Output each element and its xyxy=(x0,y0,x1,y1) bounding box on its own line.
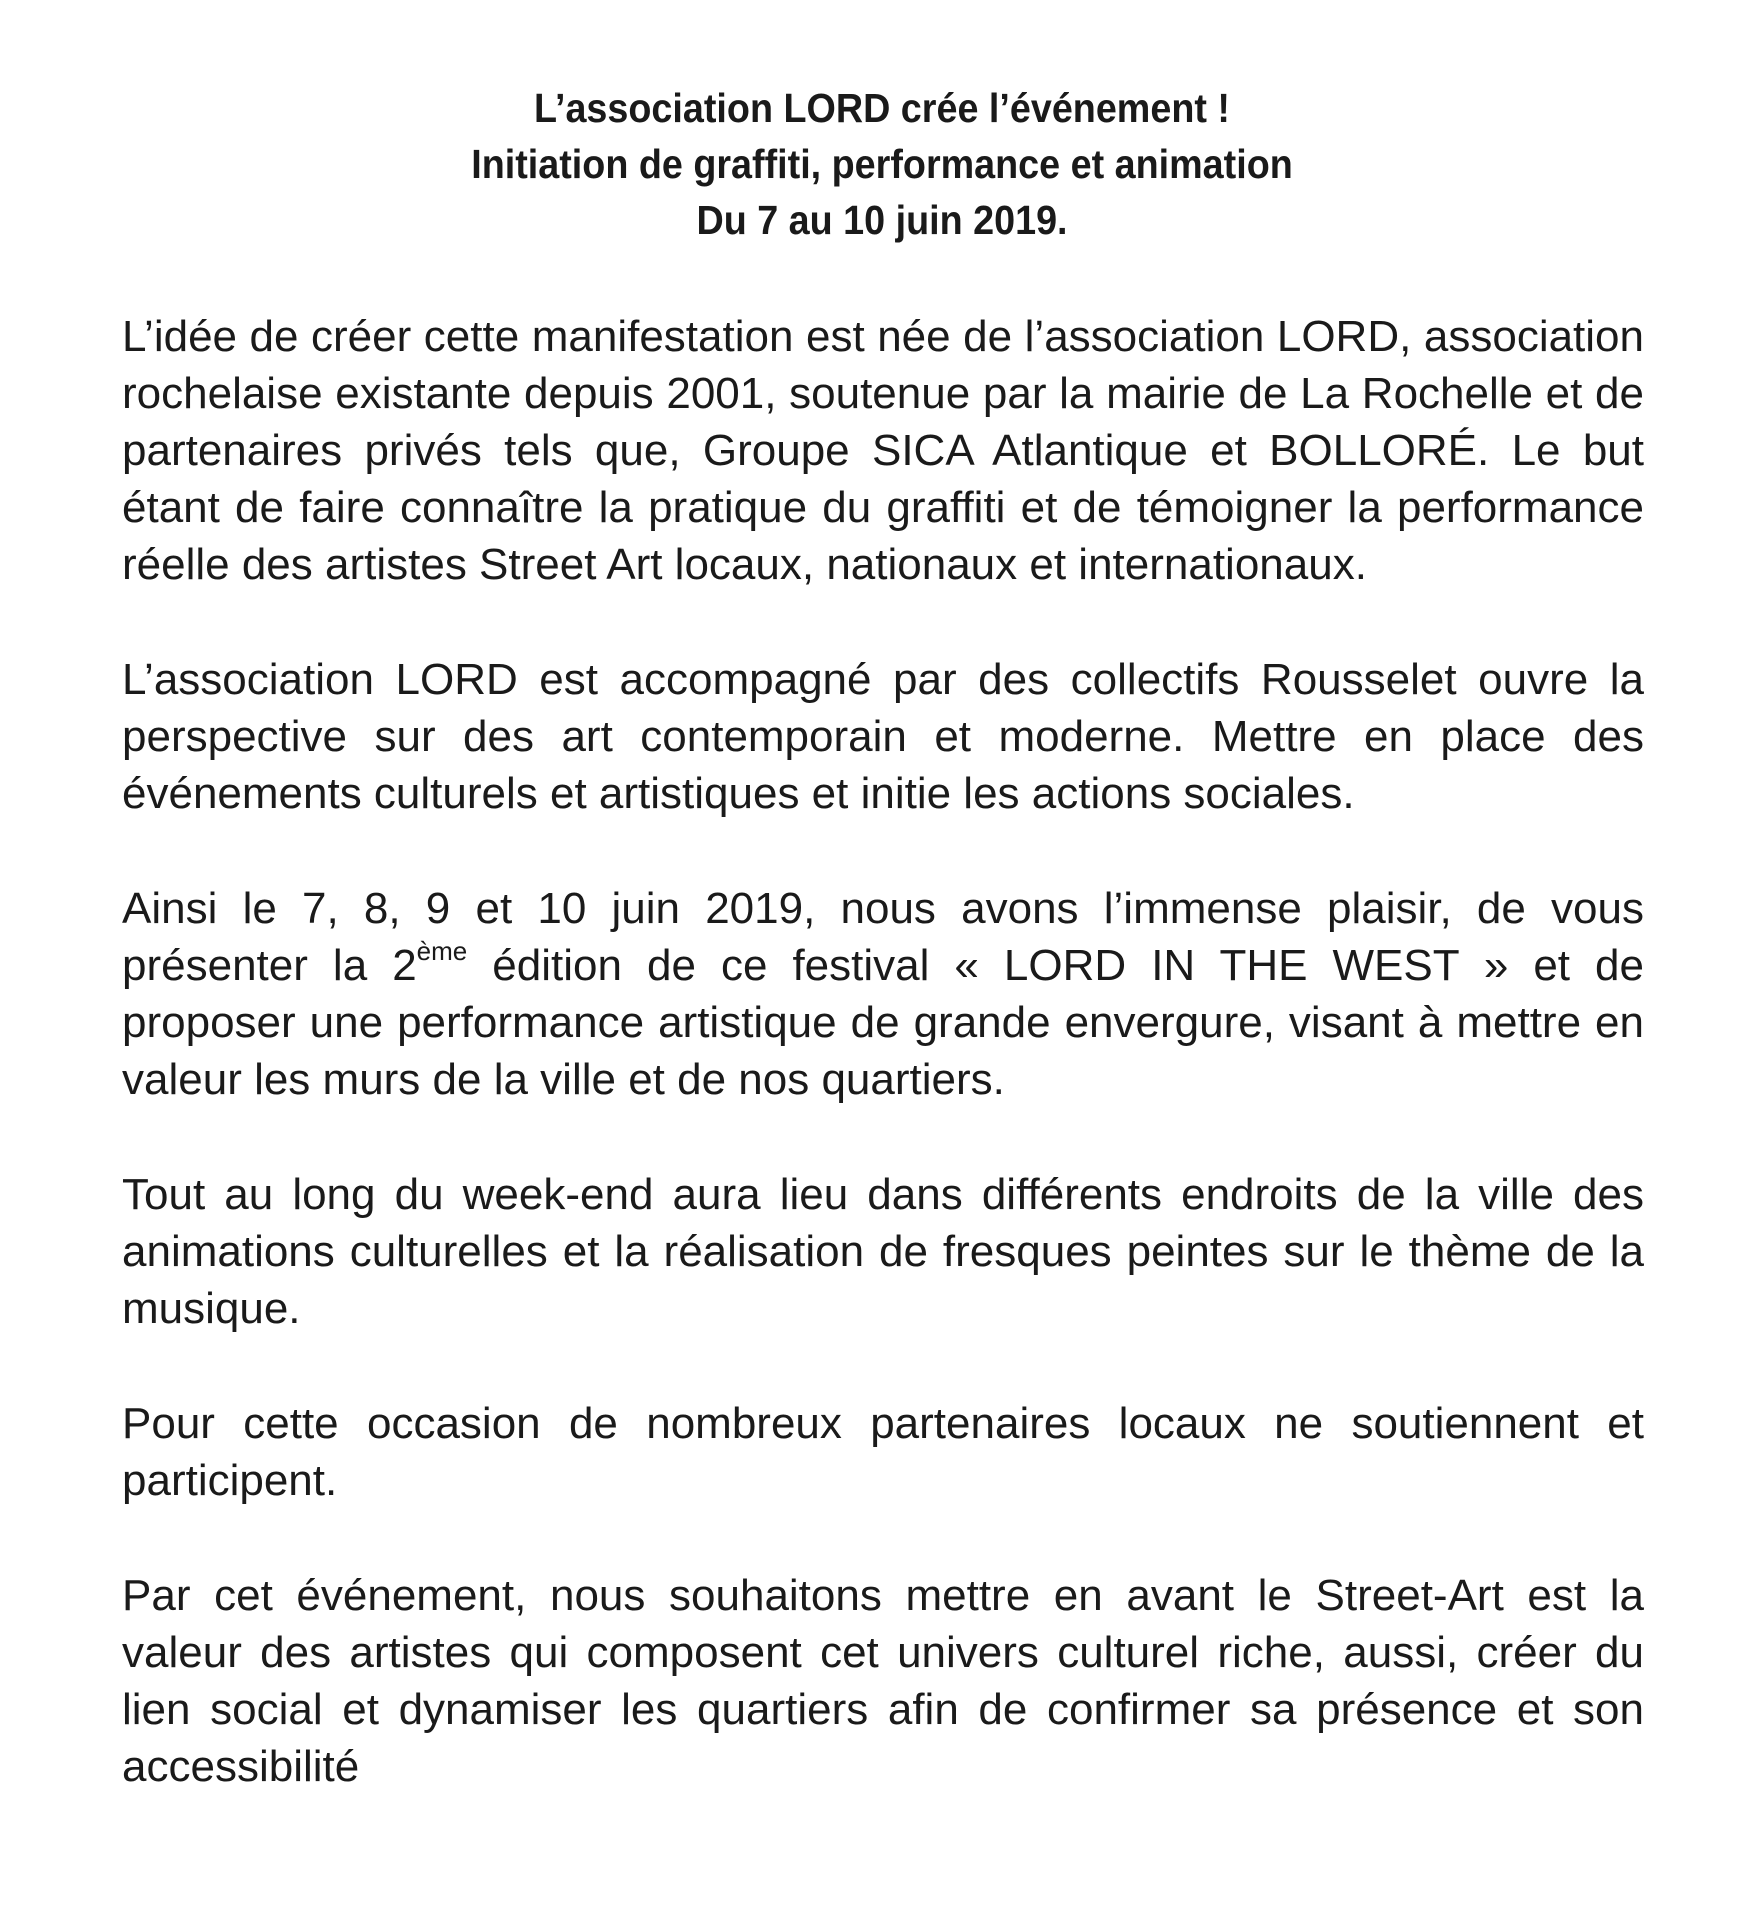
paragraph-collectives: L’association LORD est accompagné par des collectifs Rousselet ouvre la perspective sur des art contemporain et moderne. Mettre en place des événements culturels et artistiques et initie les actions sociales. xyxy=(122,655,1644,818)
paragraph-festival-text-end: édition de ce festival « LORD IN THE WEST » et de proposer une performance artistique de grande envergure, visant à mettre en valeur les murs de la ville et de nos quartiers. xyxy=(122,941,1644,1104)
document-header xyxy=(71,80,1694,248)
paragraph-festival-text-start: Ainsi le 7, 8, 9 et 10 juin 2019, nous avons l’immense plaisir, de vous présenter la 2 xyxy=(122,884,1644,990)
header-subtitle: Initiation de graffiti, performance et animation xyxy=(471,141,1293,187)
document-body xyxy=(122,308,1644,1853)
header-title: L’association LORD crée l’événement ! xyxy=(534,85,1230,131)
ordinal-superscript: ème xyxy=(416,936,468,967)
header-dates: Du 7 au 10 juin 2019. xyxy=(696,197,1068,243)
paragraph-partners: Pour cette occasion de nombreux partenaires locaux ne soutiennent et participent. xyxy=(122,1399,1644,1505)
paragraph-festival-dates xyxy=(122,880,1644,1108)
paragraph-goals: Par cet événement, nous souhaitons mettre en avant le Street-Art est la valeur des artistes qui composent cet univers culturel riche, aussi, créer du lien social et dynamiser les quartiers afin de confirmer sa présence et son accessibilité xyxy=(122,1571,1644,1791)
paragraph-origin: L’idée de créer cette manifestation est née de l’association LORD, association rochelaise existante depuis 2001, soutenue par la mairie de La Rochelle et de partenaires privés tels que, Groupe SICA Atlantique et BOLLORÉ. Le but étant de faire connaître la pratique du graffiti et de témoigner la performance réelle des artistes Street Art locaux, nationaux et internationaux. xyxy=(122,312,1644,589)
paragraph-weekend-activities: Tout au long du week-end aura lieu dans différents endroits de la ville des animations culturelles et la réalisation de fresques peintes sur le thème de la musique. xyxy=(122,1170,1644,1333)
